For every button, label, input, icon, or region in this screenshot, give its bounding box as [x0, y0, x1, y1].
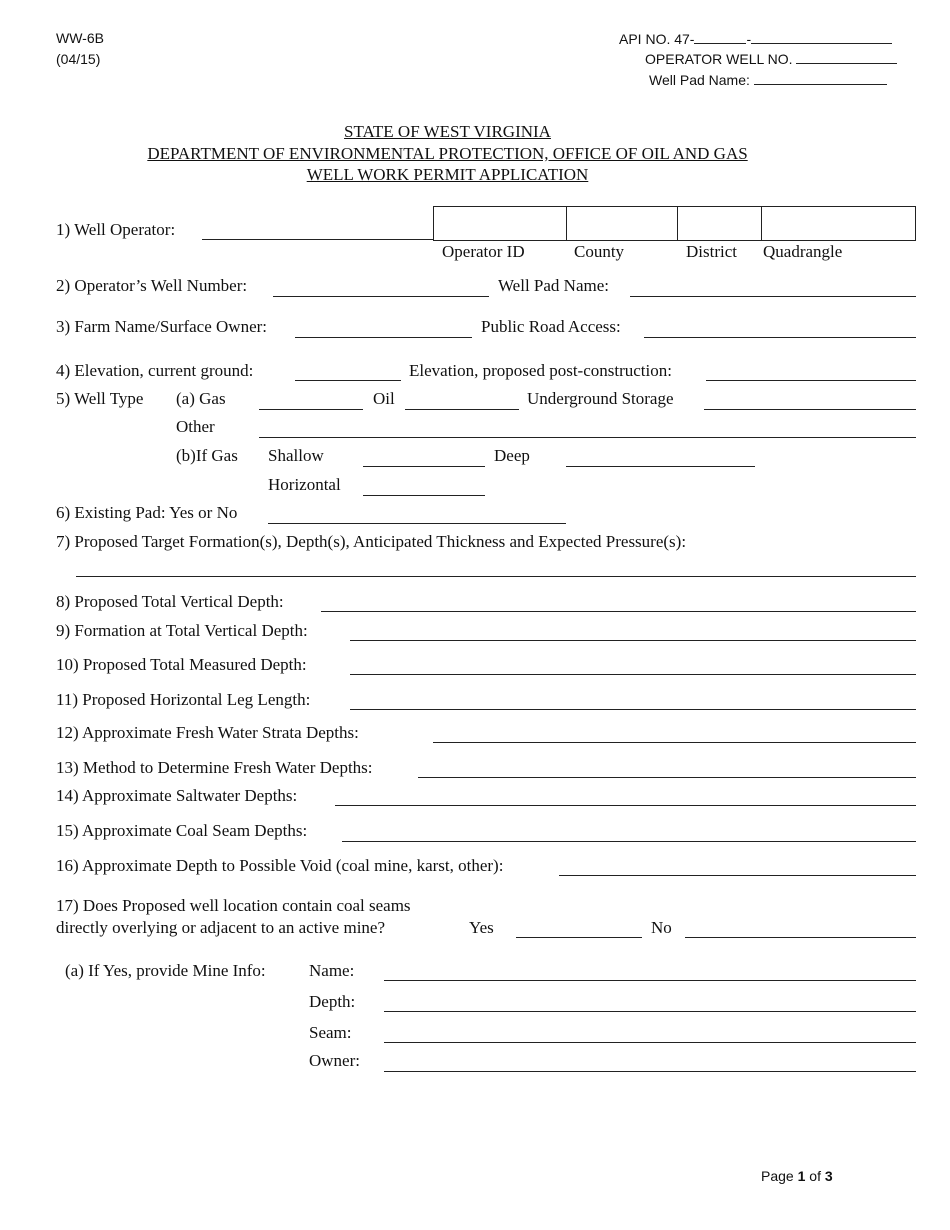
q8-field[interactable]: [321, 611, 916, 612]
q4-proposed-label: Elevation, proposed post-construction:: [409, 361, 672, 380]
q11-field[interactable]: [350, 709, 916, 710]
q5-horizontal-field[interactable]: [363, 495, 485, 496]
mine-depth-field[interactable]: [384, 1011, 916, 1012]
form-id: WW-6B: [56, 30, 104, 46]
q17a-label: (a) If Yes, provide Mine Info:: [65, 961, 266, 980]
district-label: District: [686, 242, 737, 261]
q2-label: 2) Operator’s Well Number:: [56, 276, 248, 295]
q5-horizontal-label: Horizontal: [268, 475, 341, 494]
county-label: County: [574, 242, 625, 261]
q5-shallow-label: Shallow: [268, 446, 324, 465]
api-dash: -: [746, 31, 752, 47]
q4-elevation-field[interactable]: [295, 380, 401, 381]
api-number-line: [619, 31, 892, 47]
district-box[interactable]: [677, 206, 762, 241]
q17-label-line2: directly overlying or adjacent to an active mine?: [56, 918, 386, 937]
q5-label: 5) Well Type: [56, 389, 144, 408]
mine-seam-field[interactable]: [384, 1042, 916, 1043]
q6-existing-pad-field[interactable]: [268, 523, 566, 524]
title-department: DEPARTMENT OF ENVIRONMENTAL PROTECTION, OFFICE OF OIL AND GAS: [147, 144, 748, 163]
q17-no-field[interactable]: [685, 937, 916, 938]
q12-label: 12) Approximate Fresh Water Strata Depths:: [56, 723, 359, 742]
q9-field[interactable]: [350, 640, 916, 641]
q5-other-label: Other: [176, 417, 215, 436]
title-application: WELL WORK PERMIT APPLICATION: [306, 165, 589, 184]
q3-road-field[interactable]: [644, 337, 916, 338]
q4-label: 4) Elevation, current ground:: [56, 361, 254, 380]
q5-oil-field[interactable]: [405, 409, 519, 410]
q5-storage-field[interactable]: [704, 409, 916, 410]
q8-label: 8) Proposed Total Vertical Depth:: [56, 592, 284, 611]
operator-id-label: Operator ID: [442, 242, 525, 261]
q9-label: 9) Formation at Total Vertical Depth:: [56, 621, 308, 640]
api-permit-field[interactable]: [751, 31, 892, 44]
q5-if-gas-label: (b)If Gas: [176, 446, 238, 465]
header-well-pad-label: Well Pad Name:: [649, 72, 750, 88]
mine-name-label: Name:: [309, 961, 355, 980]
form-date: (04/15): [56, 51, 101, 67]
operator-well-no-label: OPERATOR WELL NO.: [645, 51, 793, 67]
quadrangle-box[interactable]: [761, 206, 916, 241]
mine-name-field[interactable]: [384, 980, 916, 981]
q7-target-formation-field[interactable]: [76, 576, 916, 577]
q2-well-pad-field[interactable]: [630, 296, 916, 297]
api-number-label: API NO. 47-: [619, 31, 695, 47]
q5-deep-label: Deep: [494, 446, 530, 465]
q5-other-field[interactable]: [259, 437, 916, 438]
q15-label: 15) Approximate Coal Seam Depths:: [56, 821, 308, 840]
q3-road-label: Public Road Access:: [481, 317, 621, 336]
mine-depth-label: Depth:: [309, 992, 356, 1011]
page-number: [761, 1168, 833, 1184]
page-current: 1: [797, 1168, 806, 1184]
q16-label: 16) Approximate Depth to Possible Void (coal mine, karst, other):: [56, 856, 504, 875]
page-prefix: Page: [761, 1168, 798, 1184]
quadrangle-label: Quadrangle: [763, 242, 843, 261]
q14-field[interactable]: [335, 805, 916, 806]
q5-gas-label: (a) Gas: [176, 389, 226, 408]
q3-farm-name-field[interactable]: [295, 337, 472, 338]
county-box[interactable]: [566, 206, 678, 241]
q5-oil-label: Oil: [373, 389, 395, 408]
title-state: STATE OF WEST VIRGINIA: [344, 122, 551, 141]
operator-well-no-field[interactable]: [796, 51, 897, 64]
q1-label: 1) Well Operator:: [56, 220, 176, 239]
q3-label: 3) Farm Name/Surface Owner:: [56, 317, 268, 336]
q14-label: 14) Approximate Saltwater Depths:: [56, 786, 298, 805]
q1-operator-field[interactable]: [202, 239, 434, 240]
q2-well-number-field[interactable]: [273, 296, 489, 297]
page-total: 3: [824, 1168, 833, 1184]
operator-well-no-line: [645, 51, 897, 67]
q5-deep-field[interactable]: [566, 466, 755, 467]
q5-gas-field[interactable]: [259, 409, 363, 410]
q6-label: 6) Existing Pad: Yes or No: [56, 503, 238, 522]
header-well-pad-field[interactable]: [754, 72, 887, 85]
q11-label: 11) Proposed Horizontal Leg Length:: [56, 690, 311, 709]
q17-yes-label: Yes: [469, 918, 494, 937]
q13-label: 13) Method to Determine Fresh Water Depths:: [56, 758, 373, 777]
q10-field[interactable]: [350, 674, 916, 675]
q4-proposed-field[interactable]: [706, 380, 916, 381]
q2-well-pad-label: Well Pad Name:: [498, 276, 609, 295]
q17-no-label: No: [651, 918, 672, 937]
api-county-field[interactable]: [694, 31, 746, 44]
q7-label: 7) Proposed Target Formation(s), Depth(s), Anticipated Thickness and Expected Pressure(s):: [56, 532, 687, 551]
q17-label-line1: 17) Does Proposed well location contain coal seams: [56, 896, 411, 915]
q13-field[interactable]: [418, 777, 916, 778]
mine-owner-label: Owner:: [309, 1051, 360, 1070]
operator-id-box[interactable]: [433, 206, 567, 241]
header-well-pad-line: [649, 72, 887, 88]
mine-seam-label: Seam:: [309, 1023, 352, 1042]
q15-field[interactable]: [342, 841, 916, 842]
page-of: of: [805, 1168, 825, 1184]
mine-owner-field[interactable]: [384, 1071, 916, 1072]
q12-field[interactable]: [433, 742, 916, 743]
q10-label: 10) Proposed Total Measured Depth:: [56, 655, 307, 674]
q5-shallow-field[interactable]: [363, 466, 485, 467]
q16-field[interactable]: [559, 875, 916, 876]
q17-yes-field[interactable]: [516, 937, 642, 938]
q5-storage-label: Underground Storage: [527, 389, 674, 408]
